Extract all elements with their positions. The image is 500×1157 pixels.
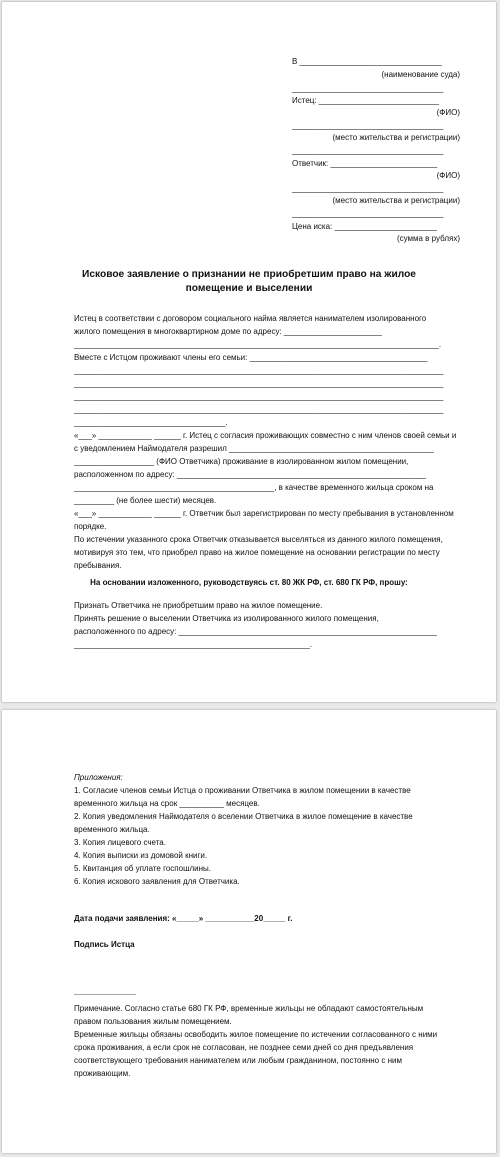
body-line: __________________________________________________________________________________.: [74, 340, 442, 349]
price-caption: (сумма в рублях): [396, 234, 460, 243]
body-line: ___________________________________________________________________________________: [74, 392, 444, 401]
body-line: расположенном по адресу: ________________________________________________________: [74, 470, 427, 479]
request-line: расположенного по адресу: __________________________________________________________: [74, 627, 437, 636]
body-line: __________________ (ФИО Ответчика) проживание в изолированном жилом помещении,: [74, 457, 409, 466]
body-line: _____________________________________________, в качестве временного жильца сроком на: [74, 483, 434, 492]
note-line: Примечание. Согласно статье 680 ГК РФ, временные жильцы не обладают самостоятельным: [74, 1004, 424, 1013]
attachment-item: 5. Квитанция об уплате госпошлины.: [74, 864, 212, 873]
body-line: Вместе с Истцом проживают члены его семьи: ________________________________________: [74, 353, 428, 362]
body-line: По истечении указанного срока Ответчик отказывается выселяться из данного жилого помещения,: [74, 535, 443, 544]
blank-line: __________________________________: [292, 121, 444, 130]
request-line: Признать Ответчика не приобретшим право на жилое помещение.: [74, 601, 323, 610]
title-line-1: Исковое заявление о признании не приобретшим право на жилое: [82, 269, 416, 280]
note-line: срока проживания, а если срок не согласован, не позднее семи дней со дня предъявления: [74, 1043, 414, 1052]
body-line: «___» ____________ ______ г. Истец с согласия проживающих совместно с ним членов своей семьи и: [74, 431, 457, 440]
document-page-2: [2, 710, 496, 1153]
request-line: _____________________________________________________.: [74, 640, 313, 649]
attachments-title: Приложения:: [74, 773, 123, 782]
blank-line: __________________________________: [292, 184, 444, 193]
blank-line: __________________________________: [292, 146, 444, 155]
attachment-item: 4. Копия выписки из домовой книги.: [74, 851, 208, 860]
body-line: ___________________________________________________________________________________: [74, 405, 444, 414]
blank-line: __________________________________: [292, 84, 444, 93]
body-line: __________________________________.: [74, 418, 228, 427]
residence-caption: (место жительства и регистрации): [332, 196, 460, 205]
attachment-item: 6. Копия искового заявления для Ответчика.: [74, 877, 240, 886]
title-line-2: помещение и выселении: [185, 283, 313, 294]
signature-label: Подпись Истца: [74, 940, 135, 949]
attachment-item: временного жильца.: [74, 825, 150, 834]
fio-caption: (ФИО): [436, 108, 460, 117]
request-line: Принять решение о выселении Ответчика из изолированного жилого помещения,: [74, 614, 379, 623]
fio-caption: (ФИО): [436, 171, 460, 180]
price-line: Цена иска: _______________________: [292, 222, 437, 231]
footnote-separator: -------------------------------: [74, 992, 136, 998]
filing-date-line: Дата подачи заявления: «_____» ___________20_____ г.: [74, 914, 293, 923]
body-line: жилого помещения в многоквартирном доме по адресу: ______________________: [74, 327, 382, 336]
body-line: мотивируя это тем, что приобрел право на жилое помещение на основании регистрации по месту: [74, 548, 440, 557]
document-title: [42, 268, 456, 296]
note-line: проживающим.: [74, 1069, 131, 1078]
body-line: _________ (не более шести) месяцев.: [74, 496, 217, 505]
plaintiff-line: Истец: ___________________________: [292, 96, 439, 105]
body-line: с уведомлением Наймодателя разрешил ______________________________________________: [74, 444, 434, 453]
attachment-item: 2. Копия уведомления Наймодателя о вселении Ответчика в жилое помещение в качестве: [74, 812, 413, 821]
body-line: «___» ____________ ______ г. Ответчик был зарегистрирован по месту пребывания в установленном: [74, 509, 454, 518]
document-page-1: [2, 2, 496, 702]
court-caption: (наименование суда): [381, 70, 460, 79]
body-line: порядке.: [74, 522, 107, 531]
body-line: ___________________________________________________________________________________: [74, 366, 444, 375]
body-line: ___________________________________________________________________________________: [74, 379, 444, 388]
attachment-item: 1. Согласие членов семьи Истца о проживании Ответчика в жилом помещении в качестве: [74, 786, 411, 795]
residence-caption: (место жительства и регистрации): [332, 133, 460, 142]
basis-heading: На основании изложенного, руководствуясь ст. 80 ЖК РФ, ст. 680 ГК РФ, прошу:: [90, 578, 408, 587]
court-line: В ________________________________: [292, 57, 442, 66]
body-line: пребывания.: [74, 561, 122, 570]
blank-line: __________________________________: [292, 209, 444, 218]
note-line: Временные жильцы обязаны освободить жилое помещение по истечении согласованного с ними: [74, 1030, 438, 1039]
defendant-line: Ответчик: ________________________: [292, 159, 438, 168]
attachment-item: 3. Копия лицевого счета.: [74, 838, 166, 847]
body-line: Истец в соответствии с договором социального найма является нанимателем изолированного: [74, 314, 427, 323]
note-line: правом пользования жилым помещением.: [74, 1017, 232, 1026]
note-line: соответствующего требования нанимателем или любым гражданином, постоянно с ним: [74, 1056, 402, 1065]
attachment-item: временного жильца на срок __________ месяцев.: [74, 799, 260, 808]
